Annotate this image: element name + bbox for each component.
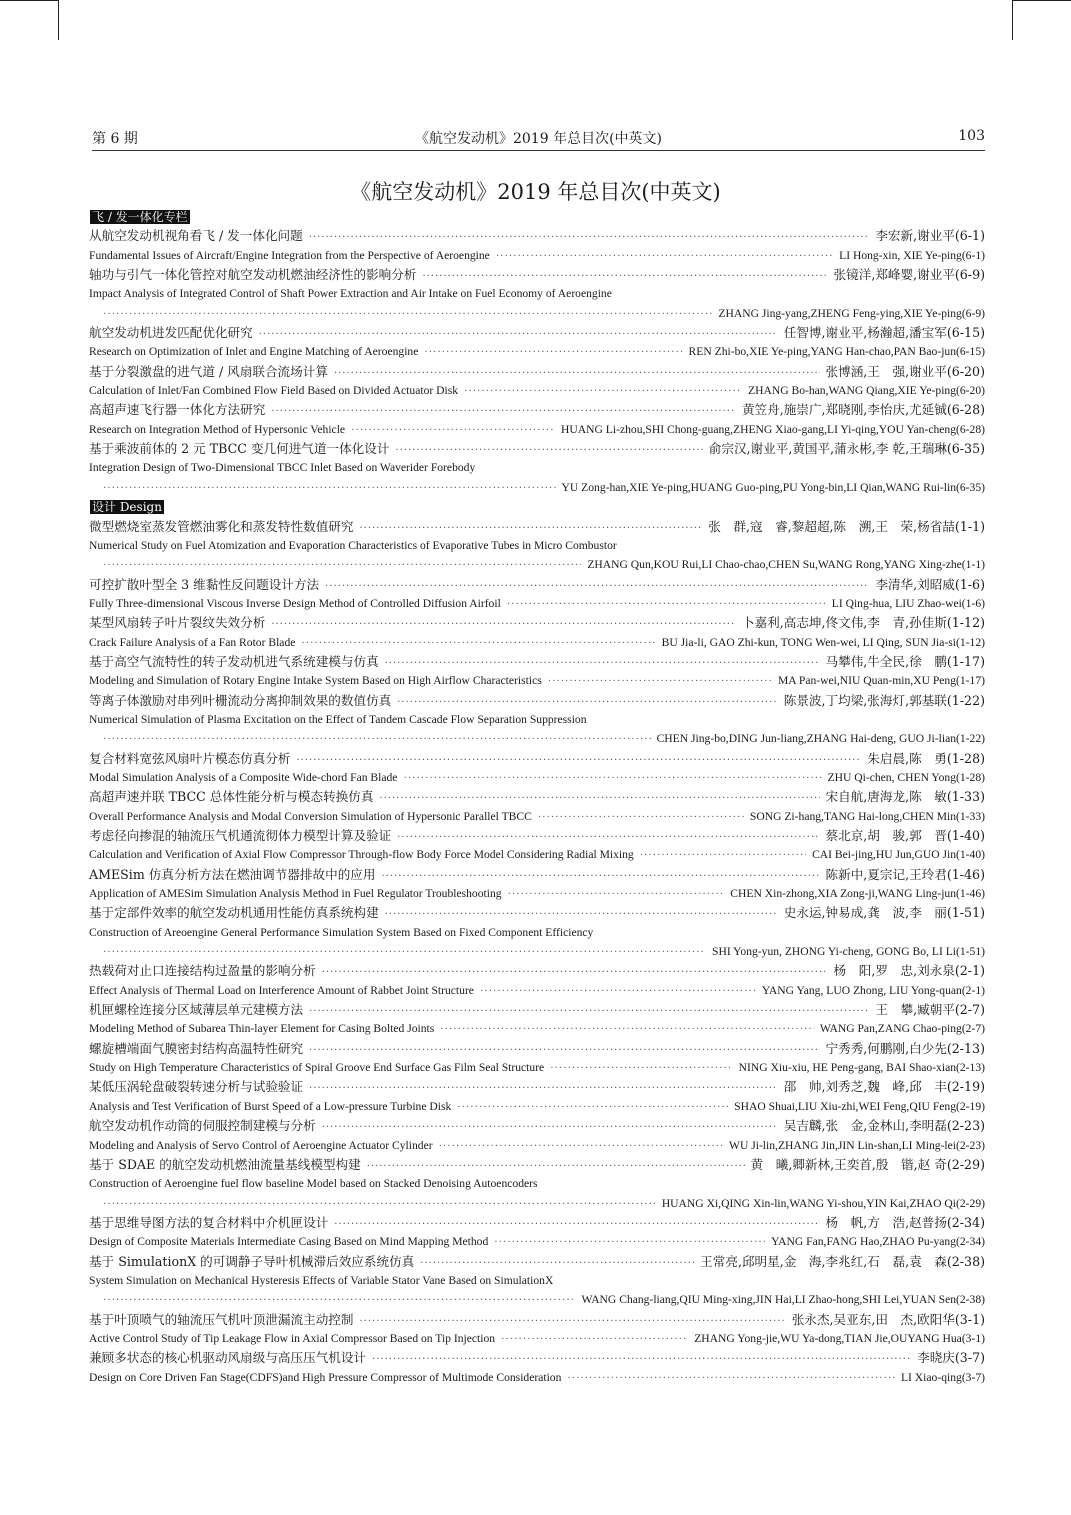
page-number: 103 bbox=[958, 128, 985, 144]
dot-leader bbox=[385, 905, 778, 922]
dot-leader bbox=[309, 1041, 819, 1058]
entry-authors: 宋自航,唐海龙,陈 敏(1-33) bbox=[825, 789, 985, 805]
dot-leader bbox=[501, 1330, 688, 1348]
dot-leader bbox=[567, 1369, 895, 1387]
dot-leader bbox=[359, 1312, 785, 1329]
entry-title: Analysis and Test Verification of Burst Speed of a Low-pressure Turbine Disk bbox=[89, 1099, 452, 1113]
toc-entry-cn bbox=[89, 1000, 985, 1019]
dot-leader bbox=[103, 479, 556, 497]
entry-authors: LI Xiao-qing(3-7) bbox=[900, 1370, 985, 1384]
entry-authors: WU Ji-lin,ZHANG Jin,JIN Lin-shan,LI Ming-lei(2-23) bbox=[729, 1138, 985, 1152]
dot-leader bbox=[424, 343, 682, 361]
entry-title: 基于 SimulationX 的可调静子导叶机械滞后效应系统仿真 bbox=[89, 1253, 415, 1269]
dot-leader bbox=[259, 325, 778, 342]
entry-authors: 马攀伟,牛全民,徐 鹏(1-17) bbox=[825, 653, 985, 669]
entry-title: Numerical Study on Fuel Atomization and Evaporation Characteristics of Evaporative Tubes in Micro Combustor bbox=[89, 538, 617, 552]
toc-entry-cn bbox=[89, 362, 985, 381]
entry-authors: YANG Fan,FANG Hao,ZHAO Pu-yang(2-34) bbox=[771, 1235, 985, 1249]
entry-authors: LI Hong-xin, XIE Ye-ping(6-1) bbox=[839, 248, 985, 262]
entry-authors: 吴吉麟,张 金,金林山,李明磊(2-23) bbox=[783, 1118, 985, 1134]
toc-entry-cn bbox=[89, 613, 985, 632]
entry-title: 某型风扇转子叶片裂纹失效分析 bbox=[89, 615, 266, 631]
entry-title: 可控扩散叶型全 3 维黏性反问题设计方法 bbox=[89, 576, 320, 592]
entry-title: 基于定部件效率的航空发动机通用性能仿真系统构建 bbox=[89, 905, 379, 921]
toc-entry-en bbox=[89, 1232, 985, 1251]
entry-title: 兼顾多状态的核心机驱动风扇级与高压压气机设计 bbox=[89, 1350, 367, 1366]
toc-entry-en bbox=[89, 1290, 985, 1309]
dot-leader bbox=[508, 885, 725, 903]
toc-entry-cn bbox=[89, 826, 985, 845]
running-header bbox=[92, 128, 985, 148]
entry-title: 从航空发动机视角看飞 / 发一体化问题 bbox=[89, 228, 303, 244]
entry-title: 基于乘波前体的 2 元 TBCC 变几何进气道一体化设计 bbox=[89, 441, 390, 457]
dot-leader bbox=[103, 305, 712, 323]
dot-leader bbox=[322, 963, 828, 980]
toc-entry-cn bbox=[89, 903, 985, 922]
entry-title: Modeling and Simulation of Rotary Engine Intake System Based on High Airflow Characteristics bbox=[89, 674, 542, 688]
toc-entry-cn bbox=[89, 749, 985, 768]
toc-entry-cn bbox=[89, 439, 985, 458]
dot-leader bbox=[494, 1233, 765, 1251]
dot-leader bbox=[103, 730, 651, 748]
entry-authors: 卜嘉利,高志坤,佟文伟,李 青,孙佳斯(1-12) bbox=[741, 615, 985, 631]
toc-entry-cn bbox=[89, 1348, 985, 1367]
entry-authors: 黄 曦,卿新林,王奕首,殷 锴,赵 奇(2-29) bbox=[750, 1156, 985, 1172]
entry-title: System Simulation on Mechanical Hysteresis Effects of Variable Stator Vane Based on SimulationX bbox=[89, 1273, 554, 1287]
entry-title: Research on Integration Method of Hypersonic Vehicle bbox=[89, 422, 346, 436]
toc-entry-en bbox=[89, 1019, 985, 1038]
toc-entry-en bbox=[89, 381, 985, 400]
entry-title: Study on High Temperature Characteristics of Spiral Groove End Surface Gas Film Seal Structure bbox=[89, 1061, 545, 1075]
toc-entry-en bbox=[89, 729, 985, 748]
entry-title: Active Control Study of Tip Leakage Flow in Axial Compressor Based on Tip Injection bbox=[89, 1331, 496, 1345]
dot-leader bbox=[397, 828, 819, 845]
dot-leader bbox=[325, 577, 869, 594]
toc-entry-en bbox=[89, 304, 985, 323]
entry-title: 基于分裂激盘的进气道 / 风扇联合流场计算 bbox=[89, 363, 328, 379]
dot-leader bbox=[322, 1118, 778, 1135]
toc-entry-en bbox=[89, 1329, 985, 1348]
dot-leader bbox=[381, 867, 819, 884]
dot-leader bbox=[640, 846, 806, 864]
entry-authors: YU Zong-han,XIE Ye-ping,HUANG Guo-ping,PU Yong-bin,LI Qian,WANG Rui-lin(6-35) bbox=[561, 480, 985, 494]
entry-authors: 陈景波,丁均梁,张海灯,郭基联(1-22) bbox=[783, 692, 985, 708]
entry-authors: ZHANG Qun,KOU Rui,LI Chao-chao,CHEN Su,WANG Rong,YANG Xing-zhe(1-1) bbox=[587, 558, 985, 572]
toc-entry-cn bbox=[89, 1252, 985, 1271]
entry-authors: HUANG Li-zhou,SHI Chong-guang,ZHENG Xiao-gang,LI Yi-qing,YOU Yan-cheng(6-28) bbox=[561, 422, 985, 436]
crop-mark bbox=[0, 0, 58, 1]
entry-authors: 李晓庆(3-7) bbox=[917, 1350, 985, 1366]
dot-leader bbox=[480, 982, 756, 1000]
entry-title: 热载荷对止口连接结构过盈量的影响分析 bbox=[89, 963, 316, 979]
entry-title: AMESim 仿真分析方法在燃油调节器排故中的应用 bbox=[89, 866, 376, 882]
toc-entry-cn bbox=[89, 1155, 985, 1174]
dot-leader bbox=[395, 441, 702, 458]
toc-entry-cn bbox=[89, 226, 985, 245]
entry-authors: 王 攀,臧朝平(2-7) bbox=[875, 1002, 985, 1018]
toc-entry-en bbox=[89, 981, 985, 1000]
entry-title: Effect Analysis of Thermal Load on Interference Amount of Rabbet Joint Structure bbox=[89, 983, 474, 997]
issue-number: 第 6 期 bbox=[92, 131, 138, 147]
entry-title: 等离子体激励对串列叶栅流动分离抑制效果的数值仿真 bbox=[89, 692, 392, 708]
dot-leader bbox=[379, 789, 819, 806]
entry-authors: ZHANG Jing-yang,ZHENG Feng-ying,XIE Ye-ping(6-9) bbox=[718, 306, 985, 320]
dot-leader bbox=[457, 1098, 728, 1116]
toc-entry-en bbox=[89, 884, 985, 903]
dot-leader bbox=[385, 654, 820, 671]
entry-title: 高超声速飞行器一体化方法研究 bbox=[89, 402, 266, 418]
header-rule bbox=[92, 150, 985, 151]
entry-title: Calculation and Verification of Axial Flow Compressor Through-flow Body Force Model Considering Radial Mixing bbox=[89, 848, 634, 862]
toc-entry-cn bbox=[89, 787, 985, 806]
dot-leader bbox=[103, 1195, 656, 1213]
toc-entry-en bbox=[89, 284, 985, 303]
entry-title: Crack Failure Analysis of a Fan Rotor Blade bbox=[89, 635, 296, 649]
toc-entry-en bbox=[89, 1136, 985, 1155]
entry-authors: YANG Yang, LUO Zhong, LIU Yong-quan(2-1) bbox=[761, 983, 985, 997]
toc-entry-en bbox=[89, 845, 985, 864]
toc-entry-en bbox=[89, 342, 985, 361]
dot-leader bbox=[439, 1137, 723, 1155]
dot-leader bbox=[422, 267, 827, 284]
entry-title: Numerical Simulation of Plasma Excitation on the Effect of Tandem Cascade Flow Separation Suppression bbox=[89, 712, 587, 726]
entry-title: Impact Analysis of Integrated Control of Shaft Power Extraction and Air Intake on Fuel Economy of Aeroengine bbox=[89, 287, 612, 301]
dot-leader bbox=[507, 595, 826, 613]
entry-title: 航空发动机作动筒的伺服控制建模与分析 bbox=[89, 1118, 316, 1134]
entry-authors: ZHU Qi-chen, CHEN Yong(1-28) bbox=[827, 770, 985, 784]
journal-title: 《航空发动机》2019 年总目次(中英文) bbox=[414, 131, 662, 147]
toc-entry-cn bbox=[89, 323, 985, 342]
entry-title: Construction of Areoengine General Performance Simulation System Based on Fixed Component Efficiency bbox=[89, 925, 594, 939]
entry-authors: BU Jia-li, GAO Zhi-kun, TONG Wen-wei, LI Qing, SUN Jia-si(1-12) bbox=[661, 635, 985, 649]
dot-leader bbox=[367, 1157, 745, 1174]
entry-title: 螺旋槽端面气膜密封结构高温特性研究 bbox=[89, 1040, 304, 1056]
toc-entry-cn bbox=[89, 265, 985, 284]
toc-entry-en bbox=[89, 246, 985, 265]
toc-entry-en bbox=[89, 1194, 985, 1213]
entry-title: Application of AMESim Simulation Analysis Method in Fuel Regulator Troubleshooting bbox=[89, 887, 502, 901]
table-of-contents bbox=[89, 207, 985, 1387]
entry-title: 考虑径向掺混的轴流压气机通流彻体力模型计算及验证 bbox=[89, 828, 392, 843]
dot-leader bbox=[496, 247, 833, 265]
section-label: 设计 Design bbox=[92, 499, 162, 514]
entry-authors: WANG Pan,ZANG Chao-ping(2-7) bbox=[819, 1022, 985, 1036]
entry-authors: ZHANG Yong-jie,WU Ya-dong,TIAN Jie,OUYANG Hua(3-1) bbox=[694, 1331, 985, 1345]
entry-title: 某低压涡轮盘破裂转速分析与试验验证 bbox=[89, 1079, 304, 1095]
toc-entry-en bbox=[89, 671, 985, 690]
entry-title: Calculation of Inlet/Fan Combined Flow Field Based on Divided Actuator Disk bbox=[89, 384, 459, 398]
toc-entry-cn bbox=[89, 691, 985, 710]
toc-entry-cn bbox=[89, 517, 985, 536]
entry-authors: 李宏新,谢业平(6-1) bbox=[875, 228, 985, 244]
dot-leader bbox=[420, 1254, 694, 1271]
crop-mark bbox=[1013, 0, 1071, 1]
entry-authors: REN Zhi-bo,XIE Ye-ping,YANG Han-chao,PAN Bao-jun(6-15) bbox=[688, 345, 985, 359]
entry-authors: 邵 帅,刘秀芝,魏 峰,邱 丰(2-19) bbox=[783, 1079, 985, 1095]
toc-entry-cn bbox=[89, 1310, 985, 1329]
toc-entry-en bbox=[89, 1174, 985, 1193]
section-header-row bbox=[89, 497, 985, 516]
toc-entry-cn bbox=[89, 400, 985, 419]
entry-authors: 宁秀秀,何鹏刚,白少先(2-13) bbox=[825, 1040, 985, 1056]
entry-title: 微型燃烧室蒸发管燃油雾化和蒸发特性数值研究 bbox=[89, 518, 354, 534]
toc-entry-en bbox=[89, 633, 985, 652]
entry-title: Modal Simulation Analysis of a Composite Wide-chord Fan Blade bbox=[89, 770, 398, 784]
entry-title: Research on Optimization of Inlet and Engine Matching of Aeroengine bbox=[89, 345, 419, 359]
entry-authors: 俞宗汉,谢业平,黄国平,蒲永彬,李 乾,王瑞琳(6-35) bbox=[708, 441, 985, 457]
dot-leader bbox=[548, 672, 772, 690]
toc-entry-en bbox=[89, 807, 985, 826]
entry-title: 复合材料宽弦风扇叶片模态仿真分析 bbox=[89, 750, 291, 766]
dot-leader bbox=[271, 615, 736, 632]
section-label: 飞 / 发一体化专栏 bbox=[92, 209, 188, 224]
entry-authors: CAI Bei-jing,HU Jun,GUO Jin(1-40) bbox=[812, 848, 985, 862]
toc-entry-cn bbox=[89, 575, 985, 594]
dot-leader bbox=[334, 364, 820, 381]
entry-authors: 张镜洋,郑峰婴,谢业平(6-9) bbox=[833, 267, 985, 283]
page-title: 《航空发动机》2019 年总目次(中英文) bbox=[350, 180, 721, 204]
dot-leader bbox=[309, 228, 870, 245]
dot-leader bbox=[297, 751, 862, 768]
crop-mark bbox=[1012, 0, 1013, 40]
dot-leader bbox=[301, 634, 655, 652]
entry-title: 机匣螺栓连接分区域薄层单元建模方法 bbox=[89, 1002, 304, 1018]
toc-entry-en bbox=[89, 1097, 985, 1116]
entry-authors: WANG Chang-liang,QIU Ming-xing,JIN Hai,LI Zhao-hong,SHI Lei,YUAN Sen(2-38) bbox=[581, 1293, 985, 1307]
dot-leader bbox=[103, 943, 706, 961]
dot-leader bbox=[550, 1059, 732, 1077]
entry-authors: 蔡北京,胡 骏,郭 晋(1-40) bbox=[825, 828, 985, 843]
entry-authors: 张 群,寇 睿,黎超超,陈 溯,王 荣,杨省喆(1-1) bbox=[708, 518, 985, 534]
toc-entry-en bbox=[89, 478, 985, 497]
toc-entry-cn bbox=[89, 1213, 985, 1232]
entry-authors: HUANG Xi,QING Xin-lin,WANG Yi-shou,YIN Kai,ZHAO Qi(2-29) bbox=[661, 1196, 985, 1210]
toc-entry-en bbox=[89, 555, 985, 574]
toc-entry-cn bbox=[89, 1077, 985, 1096]
dot-leader bbox=[309, 1002, 869, 1019]
entry-authors: MA Pan-wei,NIU Quan-min,XU Peng(1-17) bbox=[777, 674, 985, 688]
entry-title: 基于思维导图方法的复合材料中介机匣设计 bbox=[89, 1214, 329, 1230]
toc-entry-en bbox=[89, 942, 985, 961]
toc-entry-en bbox=[89, 710, 985, 729]
entry-title: Fully Three-dimensional Viscous Inverse Design Method of Controlled Diffusion Airfoil bbox=[89, 596, 501, 610]
dot-leader bbox=[351, 421, 555, 439]
toc-entry-en bbox=[89, 768, 985, 787]
entry-authors: ZHANG Bo-han,WANG Qiang,XIE Ye-ping(6-20) bbox=[748, 384, 985, 398]
entry-title: 基于叶顶喷气的轴流压气机叶顶泄漏流主动控制 bbox=[89, 1311, 354, 1327]
dot-leader bbox=[440, 1020, 814, 1038]
entry-authors: 杨 帆,方 浩,赵普扬(2-34) bbox=[825, 1214, 985, 1230]
entry-authors: 张永杰,吴亚东,田 杰,欧阳华(3-1) bbox=[791, 1311, 985, 1327]
toc-entry-cn bbox=[89, 652, 985, 671]
section-header-row bbox=[89, 207, 985, 226]
entry-authors: 朱启晨,陈 勇(1-28) bbox=[867, 750, 985, 766]
toc-entry-cn bbox=[89, 1116, 985, 1135]
entry-title: Overall Performance Analysis and Modal Conversion Simulation of Hypersonic Parallel TBCC bbox=[89, 809, 532, 823]
dot-leader bbox=[309, 1079, 778, 1096]
dot-leader bbox=[464, 382, 742, 400]
entry-title: Construction of Aeroengine fuel flow baseline Model based on Stacked Denoising Autoencoders bbox=[89, 1177, 538, 1191]
toc-entry-en bbox=[89, 1058, 985, 1077]
entry-authors: 陈新中,夏宗记,王玲君(1-46) bbox=[825, 866, 985, 882]
dot-leader bbox=[372, 1350, 911, 1367]
entry-title: 航空发动机进发匹配优化研究 bbox=[89, 325, 253, 341]
toc-entry-cn bbox=[89, 865, 985, 884]
toc-entry-cn bbox=[89, 1039, 985, 1058]
toc-entry-en bbox=[89, 594, 985, 613]
entry-authors: SHI Yong-yun, ZHONG Yi-cheng, GONG Bo, LI Li(1-51) bbox=[712, 945, 985, 959]
entry-authors: 任智博,谢业平,杨瀚超,潘宝军(6-15) bbox=[783, 325, 985, 341]
toc-entry-en bbox=[89, 1271, 985, 1290]
entry-title: Design of Composite Materials Intermediate Casing Based on Mind Mapping Method bbox=[89, 1235, 489, 1249]
entry-authors: LI Qing-hua, LIU Zhao-wei(1-6) bbox=[831, 596, 985, 610]
entry-authors: 李清华,刘昭威(1-6) bbox=[875, 576, 985, 592]
entry-authors: CHEN Xin-zhong,XIA Zong-ji,WANG Ling-jun(1-46) bbox=[730, 887, 985, 901]
entry-title: 基于高空气流特性的转子发动机进气系统建模与仿真 bbox=[89, 653, 379, 669]
entry-authors: 王常亮,邱明星,金 海,李兆红,石 磊,袁 森(2-38) bbox=[700, 1253, 985, 1269]
entry-authors: CHEN Jing-bo,DING Jun-liang,ZHANG Hai-deng, GUO Ji-lian(1-22) bbox=[656, 732, 985, 746]
entry-title: Modeling and Analysis of Servo Control of Aeroengine Actuator Cylinder bbox=[89, 1138, 433, 1152]
dot-leader bbox=[397, 693, 777, 710]
toc-entry-en bbox=[89, 923, 985, 942]
entry-authors: SHAO Shuai,LIU Xiu-zhi,WEI Feng,QIU Feng(2-19) bbox=[734, 1099, 985, 1113]
entry-authors: 张博涵,王 强,谢业平(6-20) bbox=[825, 363, 985, 379]
entry-title: Integration Design of Two-Dimensional TBCC Inlet Based on Waverider Forebody bbox=[89, 461, 476, 475]
toc-entry-cn bbox=[89, 961, 985, 980]
entry-authors: 史永运,钟易成,龚 波,李 丽(1-51) bbox=[783, 905, 985, 921]
entry-title: 轴功与引气一体化管控对航空发动机燃油经济性的影响分析 bbox=[89, 267, 417, 283]
dot-leader bbox=[334, 1215, 819, 1232]
entry-title: Design on Core Driven Fan Stage(CDFS)and High Pressure Compressor of Multimode Consideration bbox=[89, 1370, 562, 1384]
toc-entry-en bbox=[89, 420, 985, 439]
dot-leader bbox=[103, 556, 581, 574]
entry-authors: NING Xiu-xiu, HE Peng-gang, BAI Shao-xian(2-13) bbox=[738, 1061, 985, 1075]
toc-entry-en bbox=[89, 1368, 985, 1387]
entry-authors: 杨 阳,罗 忠,刘永泉(2-1) bbox=[833, 963, 985, 979]
entry-title: Modeling Method of Subarea Thin-layer Element for Casing Bolted Joints bbox=[89, 1022, 435, 1036]
entry-title: Fundamental Issues of Aircraft/Engine Integration from the Perspective of Aeroengine bbox=[89, 248, 490, 262]
toc-entry-en bbox=[89, 458, 985, 477]
toc-entry-en bbox=[89, 536, 985, 555]
dot-leader bbox=[103, 1291, 576, 1309]
dot-leader bbox=[271, 402, 736, 419]
entry-authors: 黄笠舟,施崇广,郑晓刚,李怡庆,尤延铖(6-28) bbox=[741, 402, 985, 418]
entry-authors: SONG Zi-hang,TANG Hai-long,CHEN Min(1-33) bbox=[749, 809, 985, 823]
dot-leader bbox=[403, 769, 821, 787]
entry-title: 基于 SDAE 的航空发动机燃油流量基线模型构建 bbox=[89, 1156, 361, 1172]
entry-title: 高超声速并联 TBCC 总体性能分析与模态转换仿真 bbox=[89, 789, 374, 805]
crop-mark bbox=[58, 0, 59, 40]
dot-leader bbox=[359, 519, 702, 536]
dot-leader bbox=[538, 808, 744, 826]
